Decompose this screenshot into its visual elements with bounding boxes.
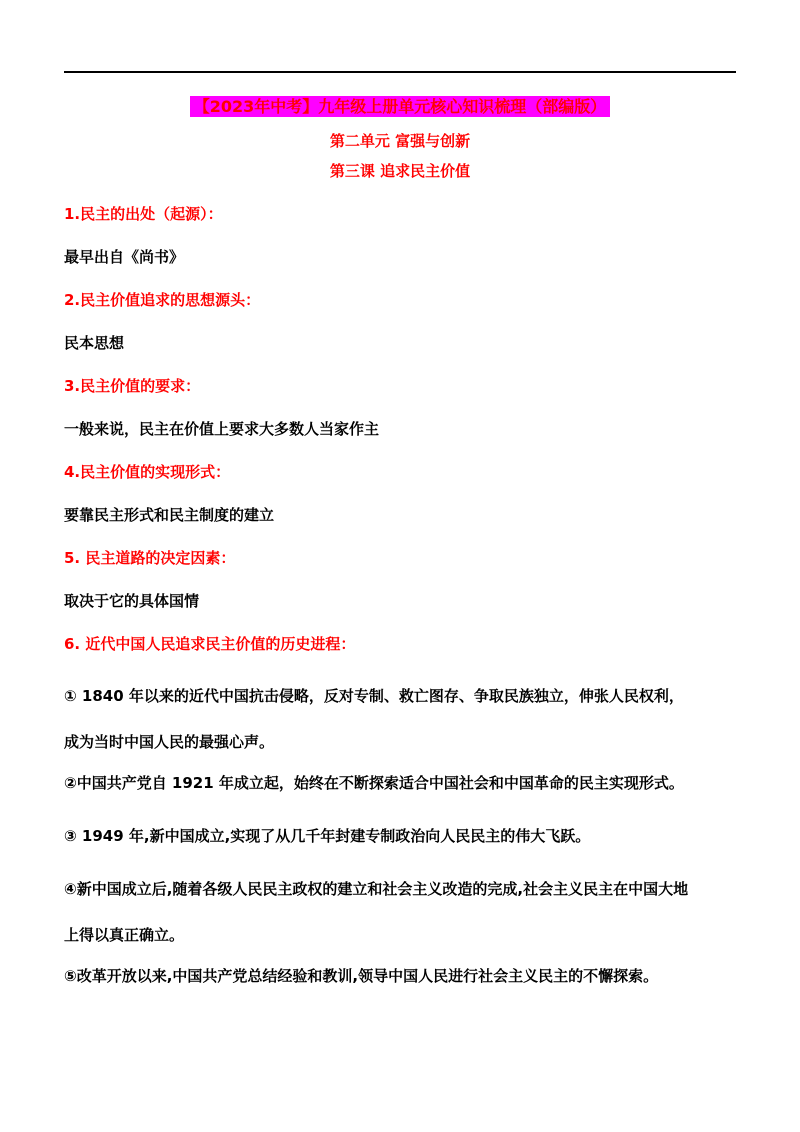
section-1-heading: 1.民主的出处（起源）： (64, 205, 223, 223)
history-item-4-line-2: 上得以真正确立。 (64, 926, 185, 944)
section-2-heading: 2.民主价值追求的思想源头： (64, 291, 261, 309)
section-3-answer: 一般来说，民主在价值上要求大多数人当家作主 (64, 420, 380, 438)
history-item-3: ③ 1949 年,新中国成立,实现了从几千年封建专制政治向人民民主的伟大飞跃。 (64, 827, 591, 845)
section-5-heading: 5. 民主道路的决定因素： (64, 549, 236, 567)
unit-title: 第二单元 富强与创新 (329, 132, 471, 150)
history-item-1-line-1: ① 1840 年以来的近代中国抗击侵略，反对专制、救亡图存、争取民族独立，伸张人民权利， (64, 687, 684, 705)
history-item-2: ②中国共产党自 1921 年成立起，始终在不断探索适合中国社会和中国革命的民主实现形式。 (64, 774, 684, 792)
history-item-4-line-1: ④新中国成立后,随着各级人民民主政权的建立和社会主义改造的完成,社会主义民主在中国大地 (64, 880, 689, 898)
section-3-heading: 3.民主价值的要求： (64, 377, 201, 395)
section-4-heading: 4.民主价值的实现形式： (64, 463, 231, 481)
header-rule (64, 71, 736, 73)
section-6-heading: 6. 近代中国人民追求民主价值的历史进程： (64, 635, 356, 653)
document-banner: 【2023年中考】九年级上册单元核心知识梳理（部编版） (190, 96, 611, 117)
lesson-title: 第三课 追求民主价值 (329, 162, 471, 180)
section-2-answer: 民本思想 (64, 334, 125, 352)
section-1-answer: 最早出自《尚书》 (64, 248, 185, 266)
banner-container (0, 96, 800, 117)
section-5-answer: 取决于它的具体国情 (64, 592, 200, 610)
history-item-1-line-2: 成为当时中国人民的最强心声。 (64, 733, 275, 751)
history-item-5: ⑤改革开放以来,中国共产党总结经验和教训,领导中国人民进行社会主义民主的不懈探索。 (64, 967, 659, 985)
section-4-answer: 要靠民主形式和民主制度的建立 (64, 506, 275, 524)
